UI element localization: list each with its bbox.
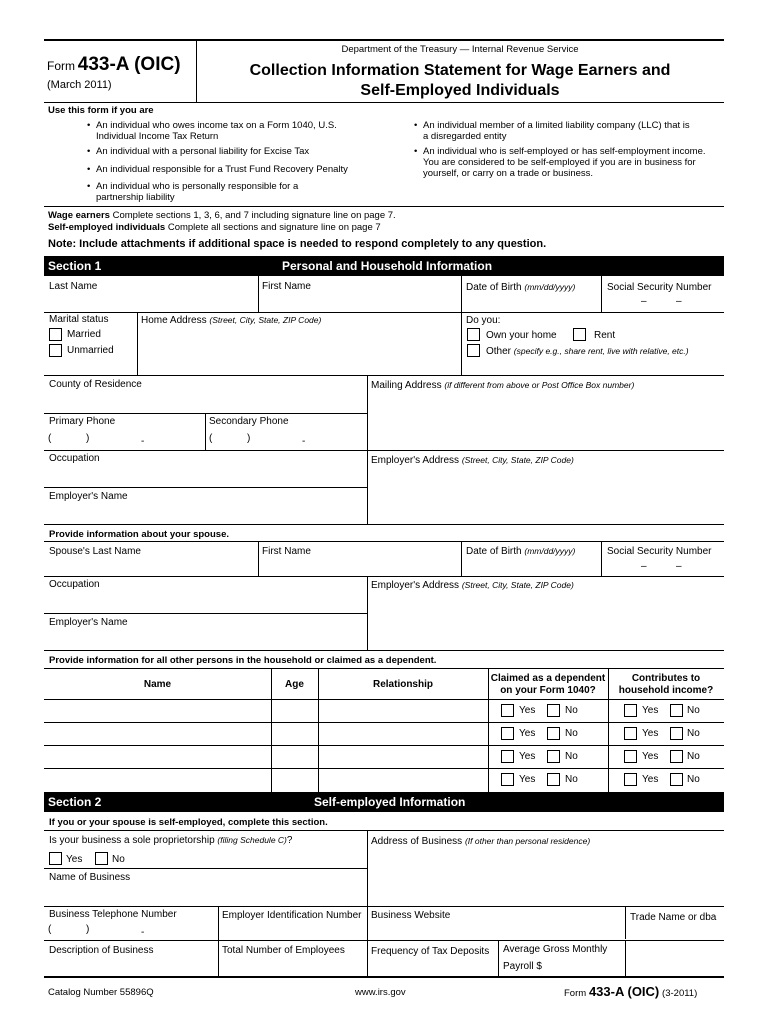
grid-line — [44, 668, 724, 669]
business-name-label: Name of Business — [49, 872, 131, 883]
ssn-dash-1: – — [641, 296, 647, 307]
primary-phone-field[interactable] — [44, 430, 204, 449]
description-label: Description of Business — [49, 945, 154, 956]
employer-name-field[interactable] — [44, 504, 366, 523]
employees-field[interactable] — [219, 957, 366, 975]
dependent-age-field[interactable] — [272, 769, 318, 790]
description-field[interactable] — [44, 957, 217, 975]
spouse-dob-field[interactable] — [462, 558, 600, 575]
employer-address-field[interactable] — [368, 468, 724, 523]
col-claimed-1: Claimed as a dependent — [490, 673, 606, 684]
bullet-left-1: • An individual who owes income tax on a Form 1040, U.S. Individual Income Tax Return — [96, 120, 366, 142]
website-field[interactable] — [368, 922, 624, 939]
col-claimed-2: on your Form 1040? — [500, 685, 596, 696]
sole-prop-q: ? — [286, 835, 293, 846]
header-top-rule — [44, 39, 724, 41]
employer-address-text: Employer's Address — [371, 455, 460, 466]
table-row — [44, 768, 724, 791]
business-address-hint: (If other than personal residence) — [464, 836, 591, 846]
first-name-field[interactable] — [259, 292, 460, 311]
form-id — [47, 54, 181, 76]
contrib-no-checkbox[interactable] — [670, 727, 683, 740]
ein-label: Employer Identification Number — [222, 910, 362, 921]
contrib-yes-label: Yes — [642, 751, 659, 762]
self-employed-line — [48, 222, 381, 233]
grid-line — [44, 450, 724, 451]
col-contrib-1: Contributes to — [631, 673, 701, 684]
department: Department of the Treasury — Internal Revenue Service — [341, 44, 579, 55]
phone-dash: - — [141, 436, 145, 447]
dependent-name-field[interactable] — [44, 746, 270, 767]
contrib-no-checkbox[interactable] — [670, 704, 683, 717]
col-name: Name — [143, 679, 172, 690]
business-phone-field[interactable] — [44, 922, 217, 939]
claimed-no-label: No — [565, 751, 578, 762]
grid-line — [44, 940, 724, 941]
grid-line — [44, 906, 724, 907]
last-name-label: Last Name — [49, 281, 98, 292]
grid-line — [461, 312, 462, 375]
paren-open: ( — [209, 433, 213, 444]
first-name-label: First Name — [262, 281, 311, 292]
claimed-yes-checkbox[interactable] — [501, 773, 514, 786]
claimed-no-checkbox[interactable] — [547, 773, 560, 786]
grid-line — [44, 524, 724, 525]
wage-earners-label: Wage earners — [48, 210, 110, 221]
grid-line — [44, 541, 724, 542]
table-row — [44, 745, 724, 768]
mailing-address-hint: (if different from above or Post Office Box number) — [444, 380, 635, 390]
claimed-yes-checkbox[interactable] — [501, 704, 514, 717]
table-row — [44, 699, 724, 722]
other-label — [486, 346, 689, 357]
note: Note: Include attachments if additional space is needed to respond completely to any question. — [48, 238, 547, 250]
other-text: Other — [486, 346, 512, 357]
section2-instruction: If you or your spouse is self-employed, complete this section. — [49, 817, 328, 828]
paren-close: ) — [86, 924, 90, 935]
business-address-field[interactable] — [368, 849, 724, 905]
spouse-last-name-field[interactable] — [44, 558, 257, 575]
claimed-yes-label: Yes — [519, 728, 536, 739]
rent-checkbox[interactable] — [573, 328, 586, 341]
marital-status-label: Marital status — [49, 314, 109, 325]
spouse-heading: Provide information about your spouse. — [49, 529, 229, 540]
dependent-age-field[interactable] — [272, 723, 318, 744]
paren-open: ( — [48, 924, 52, 935]
grid-line — [44, 487, 367, 488]
grid-line — [44, 375, 724, 376]
section2-bar — [44, 792, 724, 812]
paren-close: ) — [86, 433, 90, 444]
claimed-no-label: No — [565, 774, 578, 785]
form-title-1: Collection Information Statement for Wage Earners and — [249, 62, 671, 79]
trade-name-field[interactable] — [626, 924, 724, 939]
ssn-dash-2: – — [676, 296, 682, 307]
spouse-occupation-label: Occupation — [49, 579, 100, 590]
dependent-relationship-field[interactable] — [319, 769, 488, 790]
form-number: 433-A (OIC) — [77, 54, 181, 75]
spouse-employer-address-text: Employer's Address — [371, 580, 460, 591]
grid-line — [625, 940, 626, 976]
footer-revision: (3-2011) — [662, 988, 698, 999]
self-employed-text: Complete all sections and signature line on page 7 — [167, 222, 381, 233]
unmarried-label: Unmarried — [67, 345, 114, 356]
ssn-label: Social Security Number — [607, 282, 712, 293]
form-title-2: Self-Employed Individuals — [360, 82, 560, 99]
occupation-label: Occupation — [49, 453, 100, 464]
home-address-text: Home Address — [141, 315, 207, 326]
other-hint: (specify e.g., share rent, live with relative, etc.) — [513, 346, 689, 356]
contrib-yes-label: Yes — [642, 728, 659, 739]
employer-name-label: Employer's Name — [49, 491, 128, 502]
tax-deposits-field[interactable] — [368, 959, 497, 975]
contrib-yes-label: Yes — [642, 774, 659, 785]
self-employed-label: Self-employed individuals — [48, 222, 166, 233]
footer-website: www.irs.gov — [355, 987, 406, 998]
home-address-label — [141, 315, 321, 326]
last-name-field[interactable] — [44, 292, 257, 311]
own-home-checkbox[interactable] — [467, 328, 480, 341]
secondary-phone-field[interactable] — [206, 430, 366, 449]
claimed-yes-label: Yes — [519, 751, 536, 762]
dob-format: (mm/dd/yyyy) — [524, 282, 576, 292]
married-checkbox[interactable] — [49, 328, 62, 341]
contrib-no-label: No — [687, 728, 700, 739]
ssn-field[interactable] — [602, 294, 724, 311]
grid-line — [44, 868, 367, 869]
business-name-field[interactable] — [44, 885, 366, 905]
dependent-name-field[interactable] — [44, 769, 270, 790]
sole-prop-text: Is your business a sole proprietorship — [49, 835, 215, 846]
contrib-no-label: No — [687, 751, 700, 762]
claimed-no-checkbox[interactable] — [547, 704, 560, 717]
claimed-yes-checkbox[interactable] — [501, 727, 514, 740]
other-checkbox[interactable] — [467, 344, 480, 357]
avg-payroll-label-2: Payroll $ — [503, 961, 542, 972]
sole-prop-label — [49, 835, 292, 846]
contrib-no-label: No — [687, 774, 700, 785]
grid-line — [44, 650, 724, 651]
footer-form-number: 433-A (OIC) — [588, 984, 660, 999]
section1-bar — [44, 256, 724, 276]
contrib-yes-label: Yes — [642, 705, 659, 716]
spouse-dob-text: Date of Birth — [466, 546, 522, 557]
dob-label — [466, 282, 575, 293]
do-you-label: Do you: — [466, 315, 501, 326]
rent-label: Rent — [594, 330, 616, 341]
grid-line — [498, 940, 499, 976]
sole-prop-no-label: No — [112, 854, 125, 865]
bullet-right-2: • An individual who is self-employed or has self-employment income. You are considered to be self-employed if you are in business for yourself, or carry on a trade or business. — [423, 146, 713, 179]
footer-rule — [44, 976, 724, 978]
spouse-first-name-field[interactable] — [259, 558, 460, 575]
mailing-address-text: Mailing Address — [371, 380, 442, 391]
intro-rule — [44, 206, 724, 207]
dependent-name-field[interactable] — [44, 700, 270, 721]
bullet-right-1: • An individual member of a limited liability company (LLC) that is a disregarded entity — [423, 120, 693, 142]
claimed-yes-label: Yes — [519, 705, 536, 716]
spouse-dob-label — [466, 546, 575, 557]
secondary-phone-label: Secondary Phone — [209, 416, 289, 427]
spouse-employer-address-hint: (Street, City, State, ZIP Code) — [461, 580, 574, 590]
table-row — [44, 722, 724, 745]
contrib-yes-checkbox[interactable] — [624, 727, 637, 740]
business-phone-label: Business Telephone Number — [49, 909, 177, 920]
own-home-label: Own your home — [486, 330, 557, 341]
grid-line — [44, 613, 367, 614]
contrib-no-label: No — [687, 705, 700, 716]
sole-prop-hint: (filing Schedule C) — [217, 835, 287, 845]
trade-name-label: Trade Name or dba — [630, 912, 717, 923]
spouse-employer-address-field[interactable] — [368, 593, 724, 649]
primary-phone-label: Primary Phone — [49, 416, 116, 427]
spouse-employer-name-field[interactable] — [44, 630, 366, 649]
claimed-no-label: No — [565, 728, 578, 739]
contrib-no-checkbox[interactable] — [670, 750, 683, 763]
col-relationship: Relationship — [372, 679, 433, 690]
business-address-text: Address of Business — [371, 836, 463, 847]
paren-open: ( — [48, 433, 52, 444]
sole-prop-no-checkbox[interactable] — [95, 852, 108, 865]
dob-text: Date of Birth — [466, 282, 522, 293]
county-field[interactable] — [44, 392, 366, 412]
dependent-relationship-field[interactable] — [319, 723, 488, 744]
tax-deposits-label: Frequency of Tax Deposits — [371, 946, 490, 957]
header-bottom-rule — [44, 102, 724, 103]
bullet-left-4: • An individual who is personally responsible for a partnership liability — [96, 181, 336, 203]
contrib-yes-checkbox[interactable] — [624, 704, 637, 717]
claimed-no-checkbox[interactable] — [547, 750, 560, 763]
household-heading: Provide information for all other persons in the household or claimed as a dependent. — [49, 655, 437, 666]
section2-title: Self-employed Information — [314, 795, 466, 809]
catalog-number: Catalog Number 55896Q — [48, 987, 154, 998]
dependent-age-field[interactable] — [272, 700, 318, 721]
avg-payroll-label-1: Average Gross Monthly — [503, 944, 608, 955]
occupation-field[interactable] — [44, 466, 366, 486]
spouse-first-name-label: First Name — [262, 546, 311, 557]
dependent-relationship-field[interactable] — [319, 700, 488, 721]
grid-line — [44, 312, 724, 313]
col-contrib-2: household income? — [618, 685, 714, 696]
contrib-yes-checkbox[interactable] — [624, 750, 637, 763]
business-address-label — [371, 836, 590, 847]
footer-form-id — [564, 984, 697, 999]
wage-earners-text: Complete sections 1, 3, 6, and 7 including signature line on page 7. — [112, 210, 396, 221]
grid-line — [44, 576, 724, 577]
spouse-ssn-dash-2: – — [676, 561, 682, 572]
spouse-occupation-field[interactable] — [44, 592, 366, 612]
spouse-ssn-field[interactable] — [602, 558, 724, 575]
sole-prop-yes-checkbox[interactable] — [49, 852, 62, 865]
bullet-left-3: • An individual responsible for a Trust Fund Recovery Penalty — [96, 164, 366, 175]
spouse-ssn-dash-1: – — [641, 561, 647, 572]
dependent-age-field[interactable] — [272, 746, 318, 767]
section1-title: Personal and Household Information — [282, 259, 493, 273]
footer-form-prefix: Form — [564, 988, 587, 999]
grid-line — [44, 830, 724, 831]
home-address-field[interactable] — [138, 328, 460, 374]
dependent-relationship-field[interactable] — [319, 746, 488, 767]
dependent-name-field[interactable] — [44, 723, 270, 744]
sole-prop-yes-label: Yes — [66, 854, 83, 865]
spouse-employer-address-label — [371, 580, 574, 591]
claimed-yes-checkbox[interactable] — [501, 750, 514, 763]
mailing-address-field[interactable] — [368, 393, 724, 449]
avg-payroll-field[interactable] — [547, 958, 624, 975]
married-label: Married — [67, 329, 101, 340]
bullet-left-2: • An individual with a personal liability for Excise Tax — [96, 146, 366, 157]
phone-dash: - — [141, 927, 145, 938]
mailing-address-label — [371, 380, 634, 391]
col-age: Age — [285, 679, 304, 690]
claimed-no-label: No — [565, 705, 578, 716]
form-prefix: Form — [47, 59, 75, 73]
form-date: (March 2011) — [47, 79, 112, 91]
contrib-no-checkbox[interactable] — [670, 773, 683, 786]
section2-number: Section 2 — [48, 795, 102, 809]
dob-field[interactable] — [462, 294, 600, 311]
home-address-hint: (Street, City, State, ZIP Code) — [209, 315, 322, 325]
spouse-last-name-label: Spouse's Last Name — [49, 546, 141, 557]
use-if-heading: Use this form if you are — [48, 105, 154, 116]
spouse-employer-name-label: Employer's Name — [49, 617, 128, 628]
section1-number: Section 1 — [48, 259, 102, 273]
employer-address-label — [371, 455, 574, 466]
wage-earners-line — [48, 210, 396, 221]
spouse-dob-format: (mm/dd/yyyy) — [524, 546, 576, 556]
phone-dash: - — [302, 436, 306, 447]
unmarried-checkbox[interactable] — [49, 344, 62, 357]
employer-address-hint: (Street, City, State, ZIP Code) — [461, 455, 574, 465]
website-label: Business Website — [371, 910, 451, 921]
ein-field[interactable] — [219, 922, 366, 939]
claimed-no-checkbox[interactable] — [547, 727, 560, 740]
contrib-yes-checkbox[interactable] — [624, 773, 637, 786]
county-label: County of Residence — [49, 379, 142, 390]
spouse-ssn-label: Social Security Number — [607, 546, 712, 557]
claimed-yes-label: Yes — [519, 774, 536, 785]
paren-close: ) — [247, 433, 251, 444]
employees-label: Total Number of Employees — [222, 945, 345, 956]
